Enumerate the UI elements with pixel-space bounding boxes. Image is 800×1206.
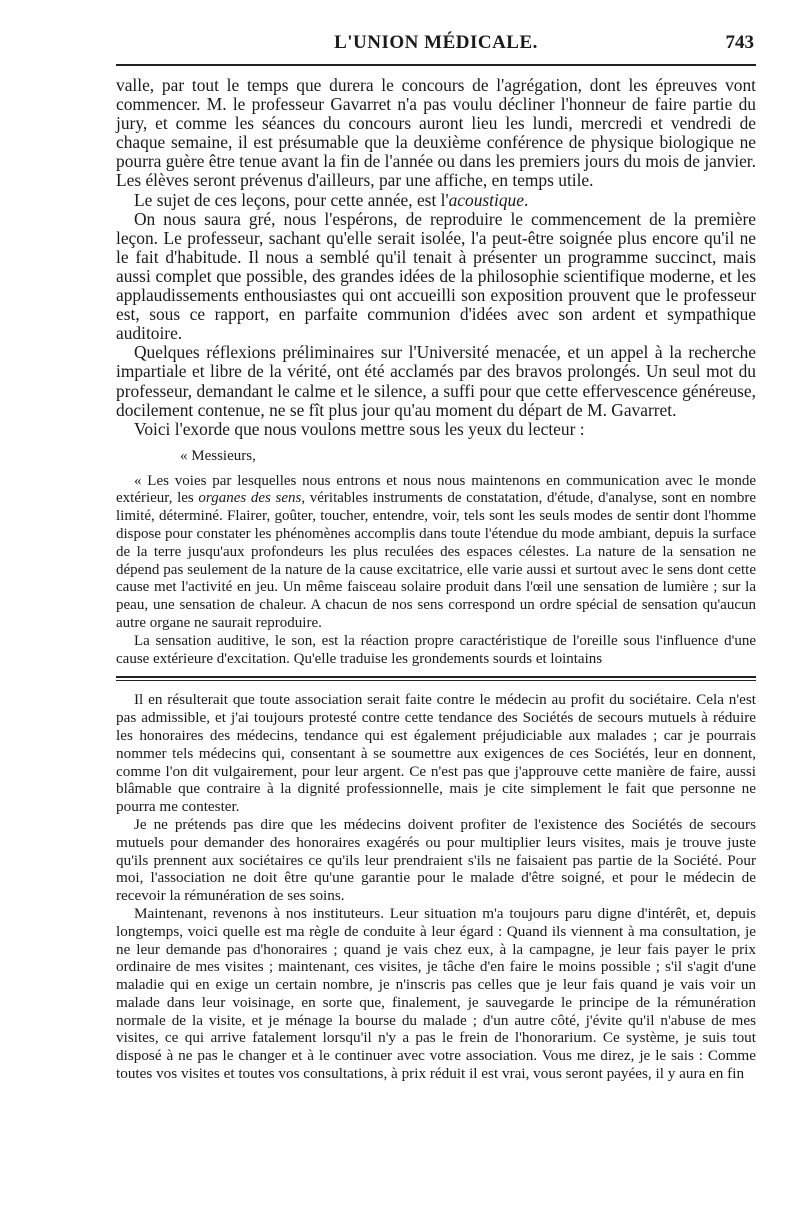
quote-paragraph (116, 633, 756, 669)
text-run: Le sujet de ces leçons, pour cette année, est l' (134, 189, 449, 210)
header-rule (116, 64, 756, 66)
text-run: La sensation auditive, le son, est la réaction propre caractéristique de l'oreille sous l'influence d'une cause extérieure d'excitation. Qu'elle traduise les grondements sourds et lointains (116, 632, 756, 667)
italic-term: organes des sens (198, 490, 302, 507)
journal-page (116, 30, 756, 1083)
main-article (116, 76, 756, 439)
main-paragraph (116, 420, 756, 439)
text-run: « Les voies par lesquelles nous entrons et nous nous maintenons en communication avec le monde extérieur, les (116, 472, 756, 507)
text-run: valle, par tout le temps que durera le concours de l'agrégation, dont les épreuves vont commencer. M. le professeur Gavarret n'a pas voulu décliner l'honneur de faire partie du jury, et comme les séances du concours auront lieu les lundi, mercredi et vendredi de chaque semaine, il est présumable que la deuxième conférence de physique biologique ne pourra guère être tenue avant la fin de l'année ou dans les premiers jours du mois de janvier. Les élèves seront prévenus d'ailleurs, par une affiche, en temps utile. (116, 75, 756, 191)
feuilleton-paragraph: Il en résulterait que toute association serait faite contre le médecin au profit du sociétaire. Cela n'est pas admissible, et j'ai toujours protesté contre cette tendance des Sociétés de secours mutuels à réduire les honoraires des médecins, tendance qui est également préjudiciable aux malades ; car je pourrais nommer tels médecins qui, consentant à se soumettre aux exigences de ces Sociétés, leur en donnent, comme l'on dit vulgairement, pour leur argent. Ce n'est pas que j'approuve cette manière de faire, aussi blâmable que contraire à la dignité professionnelle, mais je cite simplement le fait que personne ne pourra me contester. (116, 691, 756, 816)
main-paragraph (116, 343, 756, 419)
text-run: Quelques réflexions préliminaires sur l'Université menacée, et un appel à la recherche impartiale et libre de la vérité, ont été acclamés par des bravos prolongés. Un seul mot du professeur, demandant le calme et le silence, a suffi pour que cette effervescence généreuse, docilement contenue, ne se fît plus jour qu'au moment du départ de M. Gavarret. (116, 342, 756, 420)
feuilleton-paragraph: Je ne prétends pas dire que les médecins doivent profiter de l'existence des Sociétés de secours mutuels pour demander des honoraires exagérés ou pour multiplier leurs visites, mais je trouve juste qu'ils prennent aux sociétaires ce qu'ils leur prendraient s'ils ne faisaient pas partie de la Société. Pour moi, l'association ne doit être qu'une garantie pour le malade d'être soigné, et pour le médecin de recevoir la rémunération de ses soins. (116, 815, 756, 905)
main-paragraph (116, 76, 756, 191)
text-run: Voici l'exorde que nous voulons mettre sous les yeux du lecteur : (134, 418, 585, 439)
text-run: , véritables instruments de constatation, d'étude, d'analyse, sont en nombre limité, déterminé. Flairer, goûter, toucher, entendre, voir, tels sont les seuls modes de sentir dont l'homme dispose pour constater les phénomènes accomplis dans toute l'étendue du mode ambiant, depuis la surface de la terre jusqu'aux profondeurs les plus reculées des espaces célestes. La nature de la sensation ne dépend pas seulement de la nature de la cause excitatrice, elle varie aussi et surtout avec le sens dont cette cause met l'activité en jeu. Un même faisceau solaire produit dans l'œil une sensation de lumière ; sur la peau, une sensation de chaleur. A chacun de nos sens correspond un ordre spécial de sensation qu'aucun autre organe ne saurait reproduire. (116, 490, 756, 631)
main-paragraph (116, 191, 756, 210)
feuilleton-section (116, 691, 756, 1083)
text-run: . (523, 189, 529, 210)
page-header (116, 30, 756, 64)
text-run: On nous saura gré, nous l'espérons, de reproduire le commencement de la première leçon. Le professeur, sachant qu'elle serait isolée, l'a peut-être soignée plus encore qu'il ne le fait d'habitude. Il nous a semblé qu'il tenait à présenter un programme succinct, mais aussi complet que possible, des grandes idées de la philosophie scientifique moderne, et les applaudissements enthousiastes qui ont accueilli son exposition prouvent que le professeur est, sous ce rapport, en parfaite communion d'idées avec son ardent et sympathique auditoire. (116, 208, 756, 344)
page-number: 743 (725, 32, 754, 53)
main-paragraph (116, 210, 756, 344)
quote-salutation: « Messieurs, (180, 447, 256, 464)
journal-title: L'UNION MÉDICALE. (334, 32, 538, 53)
italic-term: acoustique (448, 189, 524, 210)
quote-paragraph (116, 473, 756, 633)
feuilleton-separator (116, 676, 756, 681)
lecture-quote (116, 448, 756, 669)
feuilleton-paragraph: Maintenant, revenons à nos instituteurs. Leur situation m'a toujours paru digne d'intérêt, et, depuis longtemps, voici quelle est ma règle de conduite à leur égard : Quand ils viennent à ma consultation, je ne leur demande pas d'honoraires ; quand je vais chez eux, à la campagne, je leur fais payer le prix ordinaire de mes visites ; maintenant, ces visites, je tâche d'en faire le moins possible ; s'il s'agit d'une maladie qui en exige un certain nombre, je n'inscris pas celles que je leur fais quand je vais voir un malade dans leur voisinage, en sorte que, finalement, je sauvegarde le principe de la rémunération normale de la visite, et je ménage la bourse du malade ; d'un autre côté, j'évite qu'il n'abuse de mes visites, ce qui arrive fatalement lorsqu'il n'y a pas le frein de l'honorarium. Ce système, je suis tout disposé à ne pas le changer et à le continuer avec votre association. Vous me direz, je le sais : Comme toutes vos visites et toutes vos consultations, à prix réduit il est vrai, vous seront payées, il y aura en fin (116, 904, 756, 1083)
